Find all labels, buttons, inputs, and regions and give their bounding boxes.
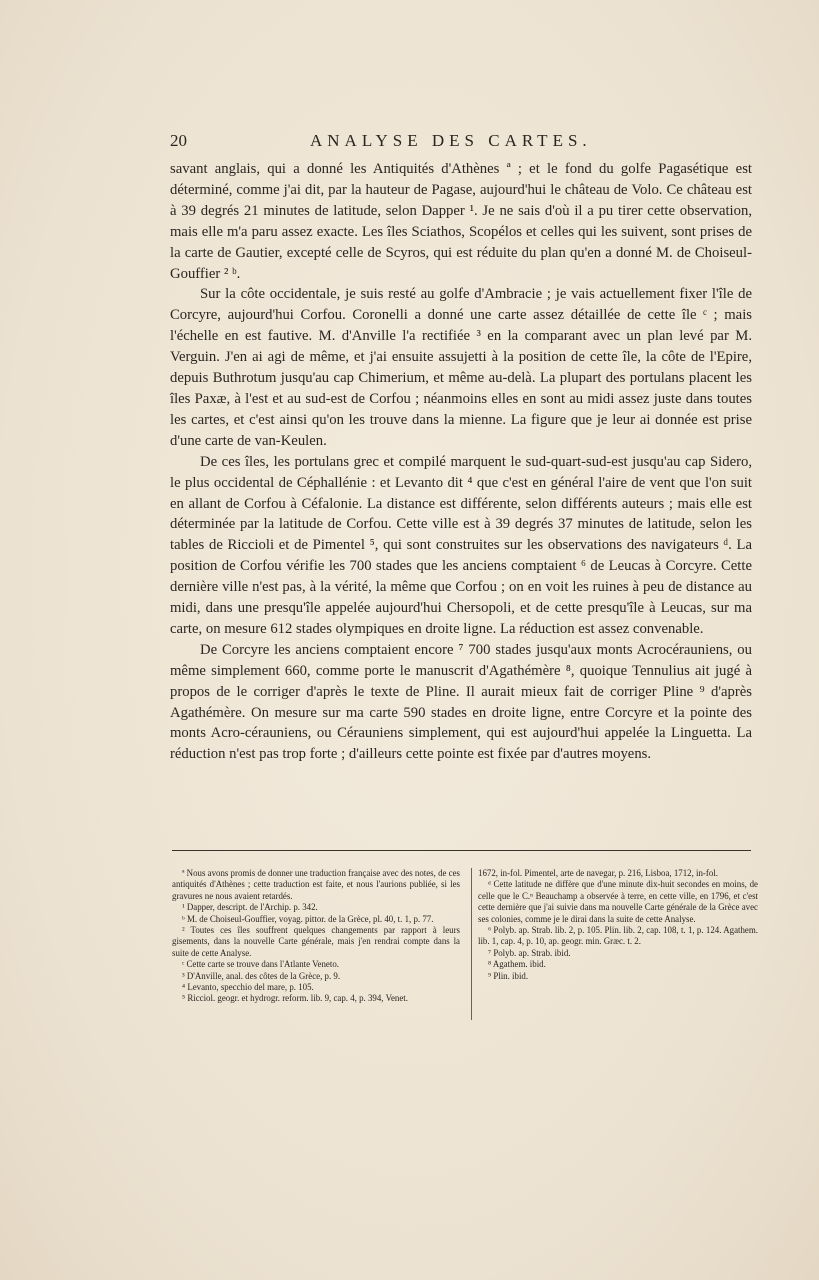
footnote: ᵈ Cette latitude ne diffère que d'une minute dix-huit secondes en moins, de celle que le C.ⁿ Beauchamp a observée à terre, en cette ville, en 1796, et c'est cette dernière que j'ai suivie dans ma nouvelle Carte générale de la Grèce avec ses colonies, comme je le dirai dans la suite de cette Analyse. [478, 879, 758, 924]
footnote: ² Toutes ces îles souffrent quelques changements par rapport à leurs gisements, dans la nouvelle Carte générale, mais j'en rendrai compte dans la suite de cette Analyse. [172, 925, 460, 958]
paragraph-4: De Corcyre les anciens comptaient encore ⁷ 700 stades jusqu'aux monts Acrocérauniens, ou même simplement 660, comme porte le manuscrit d'Agathémère ⁸, quoique Tennulius ait jugé à propos de le corriger d'après le texte de Pline. Il aurait mieux fait de corriger Pline ⁹ d'après Agathémère. On mesure sur ma carte 590 stades en droite ligne, entre Corcyre et la pointe des monts Acro-cérauniens, ou Cérauniens simplement, qui est aujourd'hui appelée la Linguetta. La réduction n'est pas trop forte ; d'ailleurs cette pointe est fixée par d'autres moyens. [170, 641, 752, 763]
footnote: ⁹ Plin. ibid. [488, 970, 529, 981]
footnote: ⁴ Levanto, specchio del mare, p. 105. [182, 982, 314, 993]
footnotes-right-column [471, 868, 758, 1020]
footnote: ª Nous avons promis de donner une traduction française avec des notes, de ces antiquités d'Athènes ; cette traduction est faite, et nous l'aurions publiée, si les gravures ne nous avaient retardés. [172, 868, 460, 901]
page-number: 20 [170, 131, 187, 150]
paragraph-3: De ces îles, les portulans grec et compilé marquent le sud-quart-sud-est jusqu'au cap Sidero, le plus occidental de Céphallénie : et Levanto dit ⁴ que c'est en général l'aire de vent que l'on suit en allant de Corfou à Céfalonie. La distance est différente, selon différents auteurs ; mais elle est déterminée par la latitude de Corfou. Cette ville est à 39 degrés 37 minutes de latitude, selon les tables de Riccioli et de Pimentel ⁵, qui sont construites sur les observations des navigateurs ᵈ. La position de Corfou vérifie les 700 stades que les anciens comptaient ⁶ de Leucas à Corcyre. Cette dernière ville n'est pas, à la vérité, la même que Corfou ; on en voit les ruines à peu de distance au midi, dans une presqu'île appelée aujourd'hui Chersopoli, et de cette presqu'île à Leucas, sur ma carte, on mesure 612 stades olympiques en droite ligne. La réduction est assez convenable. [170, 453, 752, 637]
footnote: 1672, in-fol. Pimentel, arte de navegar, p. 216, Lisboa, 1712, in-fol. [478, 868, 718, 878]
footnote: ³ D'Anville, anal. des côtes de la Grèce, p. 9. [182, 970, 341, 981]
footnote: ⁷ Polyb. ap. Strab. ibid. [488, 947, 571, 958]
footnote: ⁶ Polyb. ap. Strab. lib. 2, p. 105. Plin. lib. 2, cap. 108, t. 1, p. 124. Agathem. lib. 1, cap. 4, p. 10, ap. geogr. min. Græc. t. 2. [478, 925, 758, 947]
footnote: ᶜ Cette carte se trouve dans l'Atlante Veneto. [182, 959, 339, 970]
footnote: ⁸ Agathem. ibid. [488, 959, 546, 970]
running-title: ANALYSE DES CARTES. [310, 131, 592, 150]
footnote-separator [172, 850, 751, 851]
paragraph-1: savant anglais, qui a donné les Antiquités d'Athènes ª ; et le fond du golfe Pagasétique est déterminé, comme j'ai dit, par la hauteur de Pagase, aujourd'hui le château de Volo. Ce château est à 39 degrés 21 minutes de latitude, selon Dapper ¹. Je ne sais d'où il a pu tirer cette observation, mais elle m'a paru assez exacte. Les îles Sciathos, Scopélos et celles qui les suivent, sont prises de la carte de Gautier, excepté celle de Scyros, qui est réduite du plan qu'en a donné M. de Choiseul-Gouffier ² ᵇ. [170, 161, 752, 282]
footnote: ⁵ Ricciol. geogr. et hydrogr. reform. lib. 9, cap. 4, p. 394, Venet. [182, 993, 408, 1004]
main-text [170, 159, 752, 765]
footnote: ¹ Dapper, descript. de l'Archip. p. 342. [182, 902, 318, 913]
footnote: ᵇ M. de Choiseul-Gouffier, voyag. pittor. de la Grèce, pl. 40, t. 1, p. 77. [182, 913, 434, 924]
footnotes-left-column [172, 868, 460, 1005]
paragraph-2: Sur la côte occidentale, je suis resté au golfe d'Ambracie ; je vais actuellement fixer l'île de Corcyre, aujourd'hui Corfou. Coronelli a donné une carte assez détaillée de cette île ᶜ ; mais l'échelle en est fautive. M. d'Anville l'a rectifiée ³ en la comparant avec un plan levé par M. Verguin. J'en ai agi de même, et j'ai ensuite assujetti à la position de cette île, la côte de l'Epire, depuis Buthrotum jusqu'au cap Chimerium, et même au-delà. La plupart des portulans placent les îles Paxæ, à l'est et au sud-est de Corfou ; néanmoins elles en sont au midi assez juste dans toutes les cartes, et c'est ainsi qu'on les trouve dans la mienne. La figure que je leur ai donnée est prise d'une carte de van-Keulen. [170, 286, 752, 449]
